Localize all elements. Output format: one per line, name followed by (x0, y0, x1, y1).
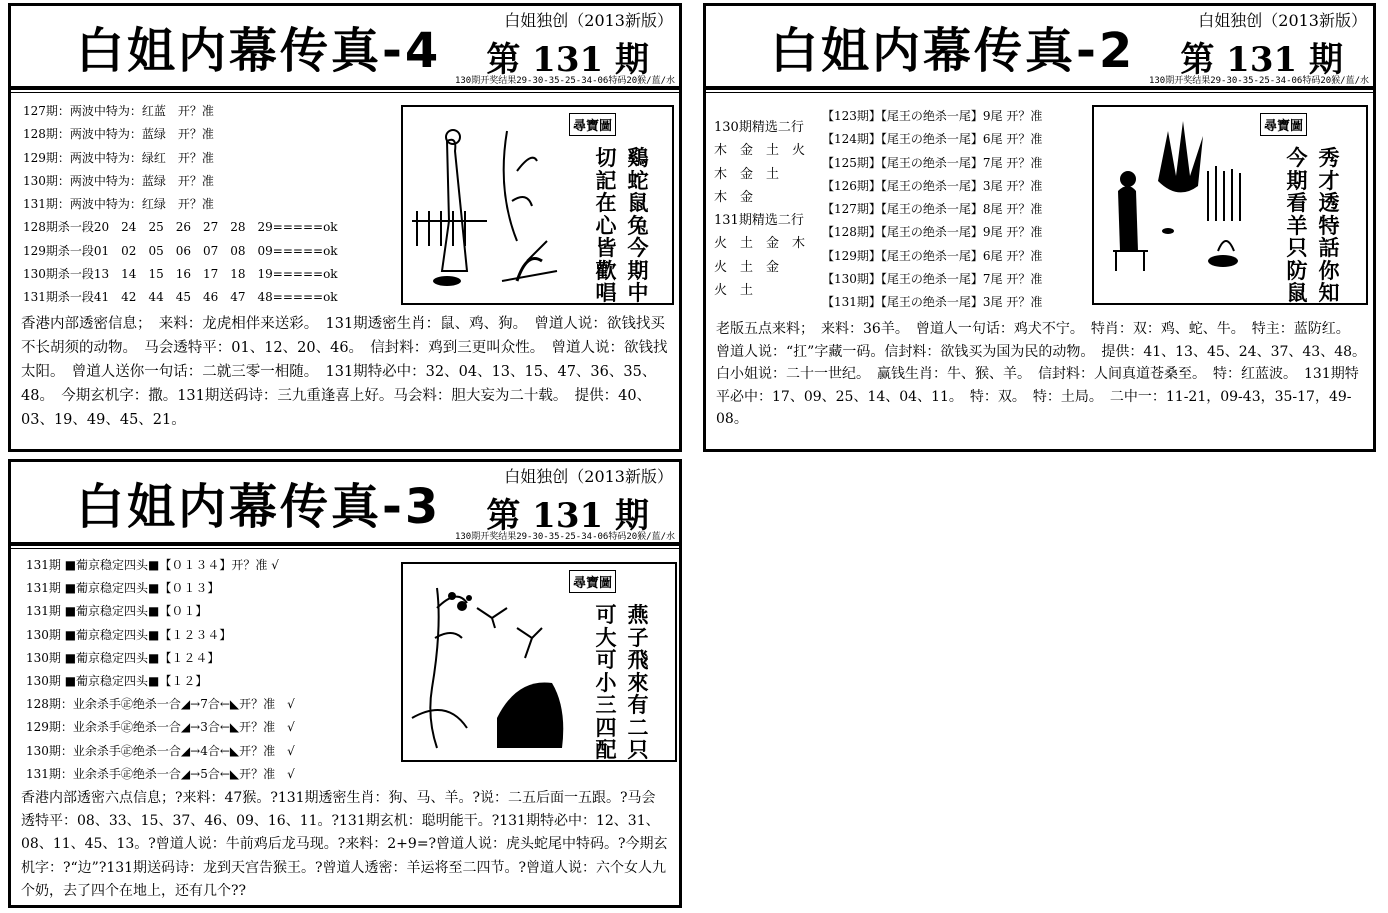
treasure-map-seal: 尋寶圖 (1260, 113, 1307, 136)
list-item: 131期：两波中特为：红绿 开？准 (23, 197, 214, 212)
list-item: 131期 ■葡京稳定四头■【０１３】 (26, 581, 220, 596)
prediction-list (23, 100, 338, 310)
list-item: 【129期】【尾王の绝杀一尾】6尾 开？准 (822, 248, 1043, 263)
treasure-map-seal: 尋寶圖 (569, 570, 616, 593)
panel-title: 白姐内幕传真-2 (770, 23, 1136, 79)
list-item (714, 106, 805, 116)
list-item: 131期 ■葡京稳定四头■【０１】 (26, 604, 208, 619)
list-item: 131期精选二行 (714, 213, 804, 229)
list-item: 129期：业余杀手㊣绝杀一合◢→3合←◣开？准 √ (26, 720, 295, 735)
divider (11, 548, 679, 549)
list-item: 130期 ■葡京稳定四头■【１２】 (26, 674, 208, 689)
list-item: 130期精选二行 (714, 120, 804, 135)
info-paragraph: 香港内部透密信息； 来料：龙虎相伴来送彩。 131期透密生肖：鼠、鸡、狗。 曾道人说：欲钱找买不长胡须的动物。 马会透特平：01、12、20、46。 信封料：鸡到三更叫众性。 曾道人说：欲钱找太阳。 曾道人送你一句话：二就三零一相随。 131期特必中：32、04、13、15、47、36、35、48。 今期玄机字：撒。131期送码诗：三九重逢喜上好。马会料：胆大妄为二十载。 提供：40、03、19、49、45、21。 (21, 316, 668, 428)
list-item: 128期杀一段20 24 25 26 27 28 29=====ok (23, 220, 338, 235)
treasure-map-box (401, 105, 674, 305)
list-item: 木 金 (714, 189, 754, 205)
poem-line-2: 今期看羊只防鼠 (1286, 145, 1308, 305)
list-item: 131期杀一段41 42 44 45 46 47 48=====ok (23, 290, 338, 305)
panel-fax-2 (703, 3, 1376, 452)
issue-number: 第 131 期 (486, 40, 649, 80)
list-item: 130期：两波中特为：蓝绿 开？准 (23, 173, 214, 188)
draw-result: 130期开奖结果29-30-35-25-34-06特码20猴/蓝/水 (1148, 76, 1369, 86)
ink-illustration-scholar (1098, 111, 1260, 299)
brand-label: 白姐独创（2013新版） (504, 11, 673, 30)
list-item: 【131期】【尾王の绝杀一尾】3尾 开？准 (822, 295, 1043, 310)
list-item: 火 土 (714, 283, 754, 299)
list-item: 130期杀一段13 14 15 16 17 18 19=====ok (23, 267, 338, 282)
list-item: 木 金 土 火 (714, 143, 806, 159)
list-item: 130期：业余杀手㊣绝杀一合◢→4合←◣开？准 √ (26, 743, 295, 758)
brand-label: 白姐独创（2013新版） (504, 467, 673, 486)
divider (706, 86, 1373, 90)
panel-title: 白姐内幕传真-3 (76, 479, 442, 535)
issue-number: 第 131 期 (486, 496, 649, 536)
treasure-map-box (1092, 105, 1368, 305)
tail-kill-list (822, 105, 1042, 315)
list-item: 【125期】【尾王の绝杀一尾】7尾 开？准 (822, 155, 1043, 170)
draw-result: 130期开奖结果29-30-35-25-34-06特码20猴/蓝/水 (454, 76, 675, 86)
panel-fax-4 (8, 3, 682, 452)
element-picks-list (714, 106, 805, 302)
info-paragraph: 老版五点来料； 来料：36羊。 曾道人一句话：鸡犬不宁。 特肖：双：鸡、蛇、牛。 特主：蓝防红。 曾道人说：“扛”字藏一码。信封料：欲钱买为国为民的动物。 提供：41、13、45、24、37、43、48。 白小姐说：二十一世纪。 赢钱生肖：牛、猴、羊。 信封料：人间真道苍桑至。 特：红蓝波。 131期特平必中：17、09、25、14、04、11。 特：双。 特：土局。 二中一：11-21，09-43，35-17，49-08。 (716, 321, 1374, 428)
issue-number: 第 131 期 (1180, 40, 1343, 80)
list-item: 【128期】【尾王の绝杀一尾】9尾 开？准 (822, 225, 1043, 240)
poem-line-2: 可大可小三四配 (595, 602, 617, 762)
divider (11, 86, 679, 90)
ink-illustration-lady (407, 111, 569, 299)
list-item: 【123期】【尾王の绝杀一尾】9尾 开？准 (822, 109, 1043, 123)
list-item: 131期：业余杀手㊣绝杀一合◢→5合←◣开？准 √ (26, 766, 295, 781)
list-item: 130期 ■葡京稳定四头■【１２４】 (26, 650, 220, 665)
list-item: 火 土 金 木 (714, 236, 806, 252)
draw-result: 130期开奖结果29-30-35-25-34-06特码20猴/蓝/水 (454, 532, 675, 542)
info-paragraph: 香港内部透密六点信息；?来料：47猴。?131期透密生肖：狗、马、羊。?说：二五后面一五跟。?马会透特平：08、33、15、37、46、09、16、11。?131期玄机：聪明能干。?131期特必中：12、31、08、11、45、13。?曾道人说：牛前鸡后龙马现。?来料：2+9=?曾道人说：虎头蛇尾中特码。?今期玄机字：?“边”?131期送码诗：龙到天宫告猴王。?曾道人透密：羊运将至二四节。?曾道人说：六个女人九个奶，去了四个在地上，还有几个?? (21, 790, 668, 899)
ink-illustration-swallows (407, 568, 569, 756)
list-item: 【127期】【尾王の绝杀一尾】8尾 开？准 (822, 202, 1043, 217)
divider (11, 92, 679, 93)
divider (11, 542, 679, 546)
treasure-map-seal: 尋寶圖 (569, 113, 616, 136)
brand-label: 白姐独创（2013新版） (1198, 11, 1367, 30)
list-item: 131期 ■葡京稳定四头■【０１３４】开？准 √ (26, 558, 279, 572)
poem-line-2: 切記在心皆歡唱 (595, 145, 617, 305)
panel-title: 白姐内幕传真-4 (76, 23, 442, 79)
list-item: 火 土 金 (714, 259, 780, 275)
list-item: 129期杀一段01 02 05 06 07 08 09=====ok (23, 243, 338, 258)
poem-line-1: 燕子飛來有二只 (627, 602, 649, 762)
list-item: 130期 ■葡京稳定四头■【１２３４】 (26, 627, 232, 642)
treasure-map-box (401, 562, 677, 762)
list-item: 128期：业余杀手㊣绝杀一合◢→7合←◣开？准 √ (26, 697, 295, 712)
list-item: 【126期】【尾王の绝杀一尾】3尾 开？准 (822, 178, 1043, 193)
list-item: 【130期】【尾王の绝杀一尾】7尾 开？准 (822, 272, 1043, 287)
divider (706, 92, 1373, 93)
list-item: 127期：两波中特为：红蓝 开？准 (23, 104, 214, 118)
panel-fax-3 (8, 459, 682, 908)
prediction-list (26, 554, 295, 786)
poem-line-1: 秀才透特話你知 (1318, 145, 1340, 305)
list-item: 【124期】【尾王の绝杀一尾】6尾 开？准 (822, 132, 1043, 147)
list-item: 木 金 土 (714, 166, 780, 182)
list-item: 129期：两波中特为：绿红 开？准 (23, 150, 214, 165)
list-item: 128期：两波中特为：蓝绿 开？准 (23, 127, 214, 142)
poem-line-1: 鷄蛇鼠兔今期中 (627, 145, 649, 305)
